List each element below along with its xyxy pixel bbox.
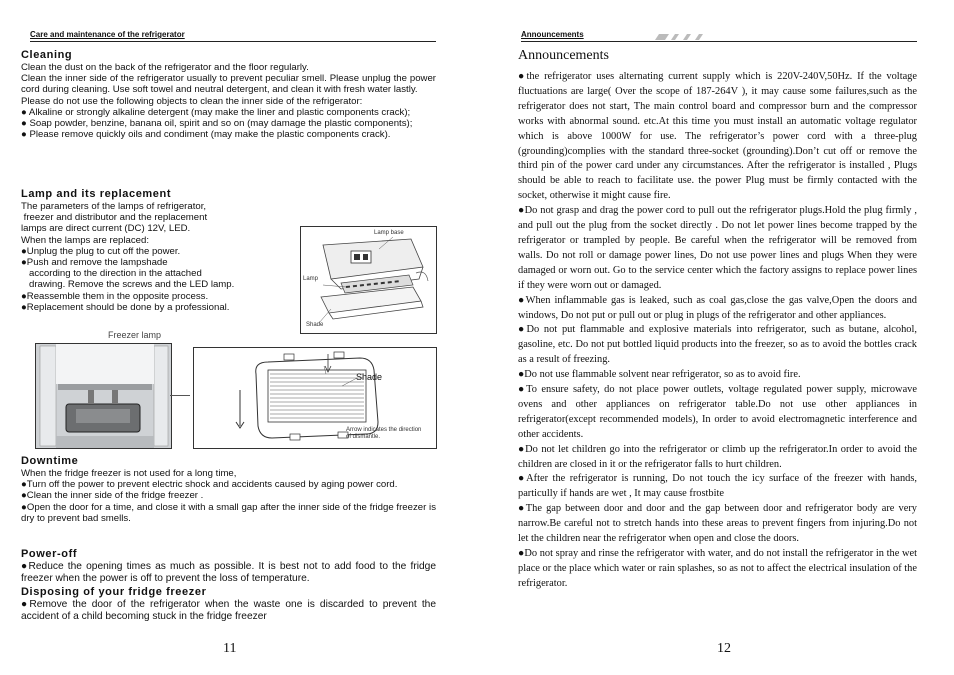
lamp-line: according to the direction in the attached bbox=[21, 268, 202, 280]
lamp-line: The parameters of the lamps of refrigerator, bbox=[21, 201, 207, 212]
cleaning-bullet: ● Soap powder, benzine, banana oil, spirit and so on (may damage the plastic components); bbox=[21, 118, 413, 130]
lamp-diagram bbox=[301, 227, 436, 333]
cleaning-line: Clean the inner side of the refrigerator usually to prevent peculiar smell. Please unplug the power cord during cleaning. Use soft towel and neutral detergent, and clean it with fresh water lastly. bbox=[21, 73, 436, 96]
shade-dismantle-figure bbox=[193, 347, 437, 449]
cleaning-section bbox=[21, 49, 436, 140]
lamp-bullet: ●Replacement should be done by a professional. bbox=[21, 301, 230, 313]
disposing-line: ●Remove the door of the refrigerator when the waste one is discarded to prevent the accident of a child becoming stuck in the fridge freezer bbox=[21, 599, 436, 622]
poweroff-title: Power-off bbox=[21, 548, 78, 560]
lamp-bullet: ●Reassemble them in the opposite process. bbox=[21, 290, 209, 302]
cleaning-line: Clean the dust on the back of the refrigerator and the floor regularly. bbox=[21, 62, 309, 73]
cleaning-title: Cleaning bbox=[21, 49, 73, 61]
downtime-bullet: ●Open the door for a time, and close it with a small gap after the inner side of the fridge freezer is dry to prevent bad smells. bbox=[21, 501, 436, 524]
left-header: Care and maintenance of the refrigerator bbox=[30, 30, 185, 39]
announcement-paragraph: ●Do not spray and rinse the refrigerator with water, and do not install the refrigerator in the wet place or the place which water or rain splashes, so as not to affect the electrical insulation of the refrigerator. bbox=[518, 548, 917, 589]
announcements-body bbox=[518, 70, 917, 592]
announcement-paragraph: ●The gap between door and door and the gap between door and refrigerator body are very narrow.Be careful not to stretch hands into these areas to prevent fingers from injuring.Do not let the children near the refrigerator when open and close the doors. bbox=[518, 503, 917, 545]
lamp-base-label: Lamp base bbox=[374, 230, 404, 236]
right-page bbox=[477, 0, 954, 675]
downtime-section bbox=[21, 455, 436, 524]
lamp-line: freezer and distributor and the replacement bbox=[21, 212, 208, 224]
cleaning-bullet: ● Please remove quickly oils and condiment (may make the plastic components crack). bbox=[21, 129, 391, 141]
announcement-paragraph: ●the refrigerator uses alternating current supply which is 220V-240V,50Hz. If the voltage fluctuations are large( Over the scope of 187-264V ), it may cause some failures,such as the refrigerator does not start, The main control board and compressor burn and the compressor works with abnormal sound. etc.At this time you must install an automatic voltage regulator which is above 1000W for use. The refrigerator’s power cord with a three-plug (grounding)complies with the standard three-socket (grounding).Don’t cut off or remove the third pin of the power card under any circumstances. After the refrigerator is installed , Plugs should be able to reach to facilitate use. the power Plug must be firmly contacted with the socket, otherwise it might cause fire. bbox=[518, 71, 917, 202]
announcement-paragraph: ●After the refrigerator is running, Do not touch the icy surface of the freezer with hands, particully if hands are wet , It may cause frostbite bbox=[518, 473, 917, 500]
cleaning-bullet: ● Alkaline or strongly alkaline detergent (may make the liner and plastic components crack); bbox=[21, 106, 411, 118]
lamp-bullet: ●Unplug the plug to cut off the power. bbox=[21, 245, 181, 257]
freezer-interior-image bbox=[36, 344, 171, 448]
poweroff-line: ●Reduce the opening times as much as possible. It is best not to add food to the fridge freezer when the power is off to prevent the loss of temperature. bbox=[21, 561, 436, 584]
page-number-right: 12 bbox=[717, 641, 731, 656]
downtime-line: When the fridge freezer is not used for a long time, bbox=[21, 468, 237, 479]
arrow-note: Arrow indicates the direction of dismantle. bbox=[346, 427, 422, 440]
downtime-bullet: ●Clean the inner side of the fridge freezer . bbox=[21, 490, 204, 502]
lamp-exploded-figure bbox=[300, 226, 437, 334]
shade-label-2: Shade bbox=[356, 372, 383, 382]
announcement-paragraph: ●Do not use flammable solvent near refrigerator, so as to avoid fire. bbox=[518, 369, 801, 381]
cleaning-line: Please do not use the following objects to clean the inner side of the refrigerator: bbox=[21, 95, 363, 107]
freezer-photo bbox=[35, 343, 172, 449]
lamp-section bbox=[21, 188, 281, 313]
disposing-title: Disposing of your fridge freezer bbox=[21, 586, 207, 598]
right-header-rule bbox=[521, 41, 917, 42]
announcement-paragraph: ●Do not grasp and drag the power cord to pull out the refrigerator plugs.Hold the plug firmly , and pull out the plug from the socket directly . Do not let power lines become trapped by the refrigerator or trampled by people. Be careful when the refrigerator will be removed from walls. Do not roll or damage power lines, Do not use power lines and plugs When they were damaged or worn out. Go to the service center which the factory assigns to replace power lines if they were worn out or damaged. bbox=[518, 205, 917, 291]
announcement-paragraph: ●To ensure safety, do not place power outlets, voltage regulated power supply, microwave ovens and other appliances on refrigerator table.Do not use other appliances in refrigerator(except recommended models), In order to avoid electromagnetic interference and other accidents. bbox=[518, 384, 917, 440]
lamp-line: lamps are direct current (DC) 12V, LED. bbox=[21, 223, 191, 235]
announcements-title: Announcements bbox=[518, 48, 609, 63]
downtime-bullet: ●Turn off the power to prevent electric shock and accidents caused by aging power cord. bbox=[21, 479, 398, 491]
downtime-title: Downtime bbox=[21, 455, 79, 467]
announcement-paragraph: ●Do not put flammable and explosive materials into refrigerator, such as butane, alcohol, gasoline, etc. Do not put bottled liquid products into the freezer, so as to avoid the bottles crack as a result of freezing. bbox=[518, 324, 917, 366]
announcement-paragraph: ●When inflammable gas is leaked, such as coal gas,close the gas valve,Open the doors and windows, Do not put or pull out or plug in plugs of the refrigerator and other appliances. bbox=[518, 294, 917, 321]
lamp-label: Lamp bbox=[303, 276, 319, 282]
lamp-line: When the lamps are replaced: bbox=[21, 234, 149, 246]
poweroff-section bbox=[21, 548, 436, 623]
lamp-title: Lamp and its replacement bbox=[21, 188, 172, 200]
right-header: Announcements bbox=[521, 30, 584, 39]
freezer-lamp-label: Freezer lamp bbox=[108, 330, 162, 340]
announcement-paragraph: ●Do not let children go into the refrigerator or climb up the refrigerator.In order to avoid the children are closed in it or the refrigerator falls to hurt children. bbox=[518, 443, 917, 470]
lamp-line: drawing. Remove the screws and the LED lamp. bbox=[21, 279, 235, 291]
lamp-bullet: ●Push and remove the lampshade bbox=[21, 257, 168, 269]
page-number-left: 11 bbox=[223, 641, 237, 656]
header-stripes bbox=[655, 34, 795, 40]
left-header-rule bbox=[30, 41, 436, 42]
leader-line bbox=[170, 395, 190, 396]
shade-label: Shade bbox=[306, 322, 324, 328]
